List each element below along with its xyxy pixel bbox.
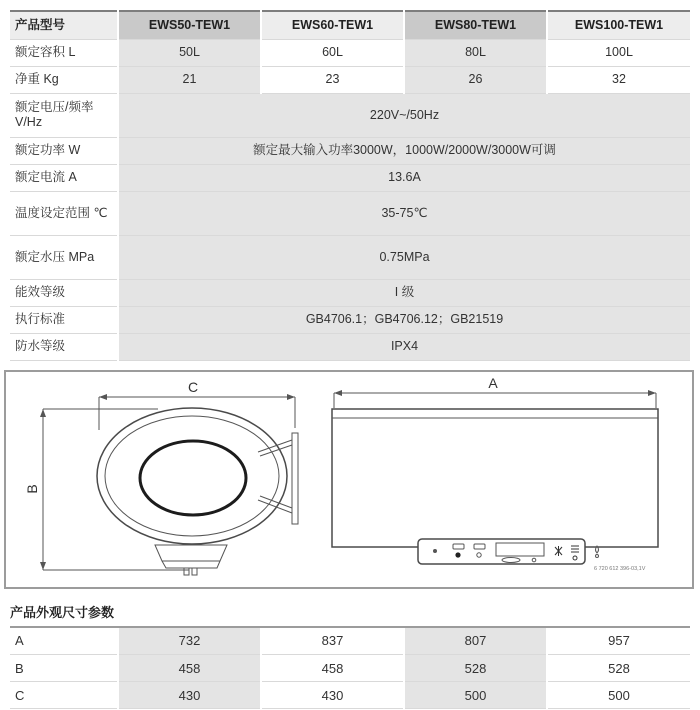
cell-span-value: 35-75℃ — [118, 191, 690, 235]
cell-value: 807 — [404, 628, 547, 655]
cell-value: 500 — [547, 682, 690, 709]
control-panel — [418, 539, 599, 564]
row-label: C — [10, 682, 118, 709]
dim-row-c — [10, 682, 690, 709]
cell-value: 458 — [118, 655, 261, 682]
model-header-ews60: EWS60-TEW1 — [261, 11, 404, 39]
row-label: A — [10, 628, 118, 655]
row-label: 防水等级 — [10, 333, 118, 360]
spec-row-weight — [10, 66, 690, 93]
dim-label-c: C — [187, 378, 199, 395]
row-label: 额定功率 W — [10, 137, 118, 164]
drawing-number: 6 720 612 396-03,1V — [594, 565, 646, 572]
technical-drawing — [6, 372, 692, 587]
spec-row-water-pressure — [10, 235, 690, 279]
dimension-table-title: 产品外观尺寸参数 — [10, 602, 690, 628]
dimension-a — [334, 375, 656, 408]
cell-value: 957 — [547, 628, 690, 655]
cell-value: 528 — [404, 655, 547, 682]
cell-value: 732 — [118, 628, 261, 655]
spec-header-label: 产品型号 — [10, 11, 118, 39]
spec-row-temp-range — [10, 191, 690, 235]
cell-value: 32 — [547, 66, 690, 93]
cell-span-value: 0.75MPa — [118, 235, 690, 279]
cell-value: 50L — [118, 39, 261, 66]
row-label: 执行标准 — [10, 306, 118, 333]
row-label: 能效等级 — [10, 279, 118, 306]
row-label: 额定容积 L — [10, 39, 118, 66]
dim-row-b — [10, 655, 690, 682]
cell-value: 458 — [261, 655, 404, 682]
cell-value: 26 — [404, 66, 547, 93]
row-label: 温度设定范围 ℃ — [10, 191, 118, 235]
spec-row-standards — [10, 306, 690, 333]
dim-label-b: B — [24, 483, 40, 494]
cell-span-value: 13.6A — [118, 164, 690, 191]
cell-span-value: IPX4 — [118, 333, 690, 360]
cell-span-value: GB4706.1；GB4706.12；GB21519 — [118, 306, 690, 333]
spec-row-power — [10, 137, 690, 164]
spec-row-energy-grade — [10, 279, 690, 306]
front-view-drawing — [332, 375, 658, 572]
spec-row-current — [10, 164, 690, 191]
cell-span-value: I 级 — [118, 279, 690, 306]
model-header-ews80: EWS80-TEW1 — [404, 11, 547, 39]
model-header-ews100: EWS100-TEW1 — [547, 11, 690, 39]
dim-row-a — [10, 628, 690, 655]
dimension-b — [24, 409, 189, 570]
technical-drawing-box — [4, 370, 694, 589]
row-label: 额定电压/频率 V/Hz — [10, 93, 118, 137]
cell-value: 60L — [261, 39, 404, 66]
side-view-drawing — [24, 379, 298, 575]
dimension-c — [99, 379, 295, 430]
power-dot-icon — [433, 549, 437, 553]
cell-value: 21 — [118, 66, 261, 93]
cell-span-value: 220V~/50Hz — [118, 93, 690, 137]
cell-value: 528 — [547, 655, 690, 682]
row-label: 净重 Kg — [10, 66, 118, 93]
model-header-ews50: EWS50-TEW1 — [118, 11, 261, 39]
spec-row-capacity — [10, 39, 690, 66]
spec-header-row — [10, 11, 690, 39]
tank-ring — [140, 441, 246, 515]
cell-value: 430 — [261, 682, 404, 709]
cell-value: 100L — [547, 39, 690, 66]
row-label: 额定电流 A — [10, 164, 118, 191]
row-label: B — [10, 655, 118, 682]
row-label: 额定水压 MPa — [10, 235, 118, 279]
spec-table — [10, 10, 690, 361]
cell-value: 430 — [118, 682, 261, 709]
dim-label-a: A — [488, 374, 498, 391]
cell-value: 500 — [404, 682, 547, 709]
cell-span-value: 额定最大输入功率3000W，1000W/2000W/3000W可调 — [118, 137, 690, 164]
spec-row-voltage — [10, 93, 690, 137]
cell-value: 23 — [261, 66, 404, 93]
spec-row-waterproof — [10, 333, 690, 360]
cell-value: 80L — [404, 39, 547, 66]
dimension-table — [10, 628, 690, 710]
cell-value: 837 — [261, 628, 404, 655]
